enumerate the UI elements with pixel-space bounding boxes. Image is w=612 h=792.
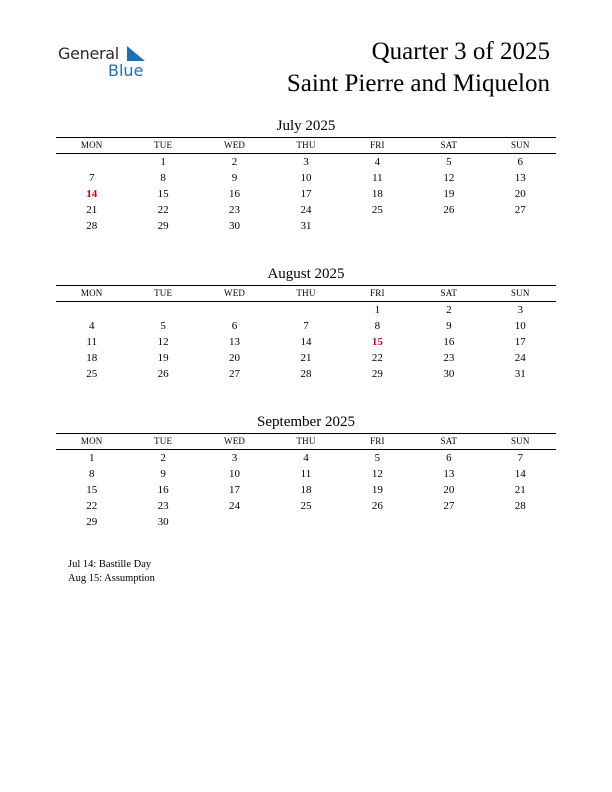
day-cell: 26 (443, 204, 455, 216)
page-title (287, 36, 550, 100)
day-cell: 15 (157, 188, 169, 200)
day-cell (413, 218, 484, 234)
day-cell: 29 (86, 516, 98, 528)
weekday-label: MON (80, 288, 103, 298)
day-cell: 25 (300, 500, 312, 512)
day-cell (56, 154, 127, 170)
weekday-label: SAT (440, 436, 458, 446)
day-cell: 10 (229, 468, 241, 480)
week-row (56, 202, 556, 218)
day-cell (270, 514, 341, 530)
day-cell: 1 (88, 452, 95, 464)
day-cell: 5 (160, 320, 166, 332)
day-cell: 29 (371, 368, 383, 380)
day-cell: 2 (160, 452, 166, 464)
day-cell: 12 (371, 468, 383, 480)
day-cell: 29 (157, 220, 169, 232)
day-cell: 10 (300, 172, 312, 184)
week-row (56, 350, 556, 366)
weekday-header (56, 286, 556, 302)
weekday-header (56, 434, 556, 450)
day-cell: 2 (446, 304, 452, 316)
day-cell: 6 (517, 156, 523, 168)
week-row (56, 482, 556, 498)
day-cell: 15 (86, 484, 98, 496)
day-cell: 14 (514, 468, 526, 480)
day-cell: 8 (160, 172, 166, 184)
week-row (56, 450, 556, 466)
day-cell: 20 (514, 188, 526, 200)
day-cell: 11 (300, 468, 312, 480)
day-cell: 4 (88, 320, 95, 332)
week-row (56, 318, 556, 334)
generalblue-logo (58, 44, 158, 80)
day-cell: 21 (86, 204, 98, 216)
week-row (56, 334, 556, 350)
day-cell: 26 (157, 368, 169, 380)
logo-text-blue: Blue (108, 61, 144, 80)
weekday-label: SUN (510, 288, 530, 298)
day-cell: 31 (514, 368, 526, 380)
day-cell: 8 (88, 468, 95, 480)
day-cell: 19 (371, 484, 383, 496)
day-cell: 22 (371, 352, 383, 364)
weekday-label: WED (224, 140, 246, 150)
week-row (56, 218, 556, 234)
day-cell: 4 (374, 156, 381, 168)
day-cell (342, 514, 413, 530)
month-title: August 2025 (267, 266, 345, 282)
day-cell: 6 (446, 452, 452, 464)
holiday-day-cell: 14 (86, 188, 98, 200)
day-cell: 17 (229, 484, 241, 496)
day-cell: 25 (371, 204, 383, 216)
day-cell (485, 218, 556, 234)
region-title: Saint Pierre and Miquelon (286, 70, 550, 97)
day-cell: 1 (160, 156, 166, 168)
week-row (56, 498, 556, 514)
day-cell: 21 (514, 484, 526, 496)
day-cell: 27 (229, 368, 241, 380)
day-cell: 11 (372, 172, 383, 184)
day-cell: 7 (88, 172, 95, 184)
day-cell: 10 (514, 320, 526, 332)
weekday-label: TUE (154, 436, 173, 446)
week-row (56, 514, 556, 530)
day-cell: 19 (157, 352, 169, 364)
day-cell: 26 (371, 500, 383, 512)
weekday-label: FRI (370, 288, 385, 298)
month-title: July 2025 (276, 118, 336, 134)
day-cell: 9 (160, 468, 166, 480)
day-cell (199, 514, 270, 530)
day-cell: 28 (86, 220, 98, 232)
weekday-label: FRI (370, 140, 385, 150)
day-cell (270, 302, 341, 318)
day-cell: 27 (514, 204, 526, 216)
day-cell (485, 514, 556, 530)
week-row (56, 186, 556, 202)
day-cell (127, 302, 198, 318)
day-cell: 5 (446, 156, 452, 168)
day-cell: 4 (303, 452, 309, 464)
holiday-list-item: Aug 15: Assumption (68, 573, 155, 584)
day-cell: 30 (443, 368, 455, 380)
weekday-label: TUE (154, 288, 173, 298)
month-calendar-september (56, 412, 556, 530)
day-cell: 18 (371, 188, 383, 200)
day-cell: 27 (443, 500, 455, 512)
day-cell: 28 (514, 500, 526, 512)
day-cell: 6 (231, 320, 238, 332)
weekday-label: WED (224, 288, 246, 298)
week-row (56, 154, 556, 170)
day-cell: 7 (517, 452, 523, 464)
weekday-label: THU (296, 140, 316, 150)
day-cell: 22 (86, 500, 98, 512)
day-cell: 5 (374, 452, 381, 464)
day-cell: 3 (303, 156, 309, 168)
logo-flag-icon (124, 46, 146, 62)
day-cell: 7 (303, 320, 309, 332)
holiday-list-item: Jul 14: Bastille Day (68, 559, 152, 570)
weekday-label: SAT (440, 140, 458, 150)
holiday-day-cell: 15 (371, 336, 383, 348)
weekday-label: THU (296, 288, 316, 298)
day-cell: 24 (300, 204, 312, 216)
weekday-label: TUE (154, 140, 173, 150)
weekday-label: MON (80, 140, 103, 150)
day-cell: 23 (443, 352, 455, 364)
day-cell (342, 218, 413, 234)
day-cell: 2 (231, 156, 238, 168)
day-cell: 16 (229, 188, 241, 200)
day-cell: 3 (517, 304, 523, 316)
day-cell: 8 (374, 320, 381, 332)
quarter-title: Quarter 3 of 2025 (371, 38, 550, 65)
day-cell: 9 (446, 320, 452, 332)
day-cell (199, 302, 270, 318)
day-cell: 22 (157, 204, 169, 216)
day-cell (413, 514, 484, 530)
day-cell: 14 (300, 336, 312, 348)
logo-text-general: General (58, 44, 119, 63)
week-row (56, 302, 556, 318)
weekday-label: FRI (370, 436, 385, 446)
day-cell: 3 (231, 452, 238, 464)
weekday-label: MON (80, 436, 103, 446)
day-cell: 30 (229, 220, 241, 232)
day-cell: 24 (514, 352, 526, 364)
day-cell: 11 (86, 336, 97, 348)
day-cell: 25 (86, 368, 98, 380)
day-cell: 1 (374, 304, 381, 316)
weekday-label: SUN (510, 140, 530, 150)
weekday-header (56, 138, 556, 154)
day-cell: 16 (443, 336, 455, 348)
weekday-label: WED (224, 436, 246, 446)
holiday-list (68, 558, 155, 586)
day-cell: 16 (157, 484, 169, 496)
day-cell: 17 (514, 336, 526, 348)
day-cell: 13 (443, 468, 455, 480)
day-cell: 30 (157, 516, 169, 528)
weekday-label: THU (296, 436, 316, 446)
day-cell (56, 302, 127, 318)
day-cell: 28 (300, 368, 312, 380)
month-calendar-august (56, 264, 556, 382)
day-cell: 13 (514, 172, 526, 184)
day-cell: 9 (231, 172, 238, 184)
day-cell: 17 (300, 188, 312, 200)
day-cell: 18 (300, 484, 312, 496)
day-cell: 13 (229, 336, 241, 348)
day-cell: 21 (300, 352, 312, 364)
month-title: September 2025 (257, 414, 355, 430)
week-row (56, 366, 556, 382)
day-cell: 31 (300, 220, 312, 232)
day-cell: 20 (443, 484, 455, 496)
day-cell: 18 (86, 352, 98, 364)
month-calendar-july (56, 116, 556, 234)
day-cell: 24 (229, 500, 241, 512)
day-cell: 23 (157, 500, 169, 512)
weekday-label: SUN (510, 436, 530, 446)
day-cell: 23 (229, 204, 241, 216)
week-row (56, 170, 556, 186)
day-cell: 12 (443, 172, 455, 184)
day-cell: 19 (443, 188, 455, 200)
weekday-label: SAT (440, 288, 458, 298)
day-cell: 20 (229, 352, 241, 364)
week-row (56, 466, 556, 482)
day-cell: 12 (157, 336, 169, 348)
